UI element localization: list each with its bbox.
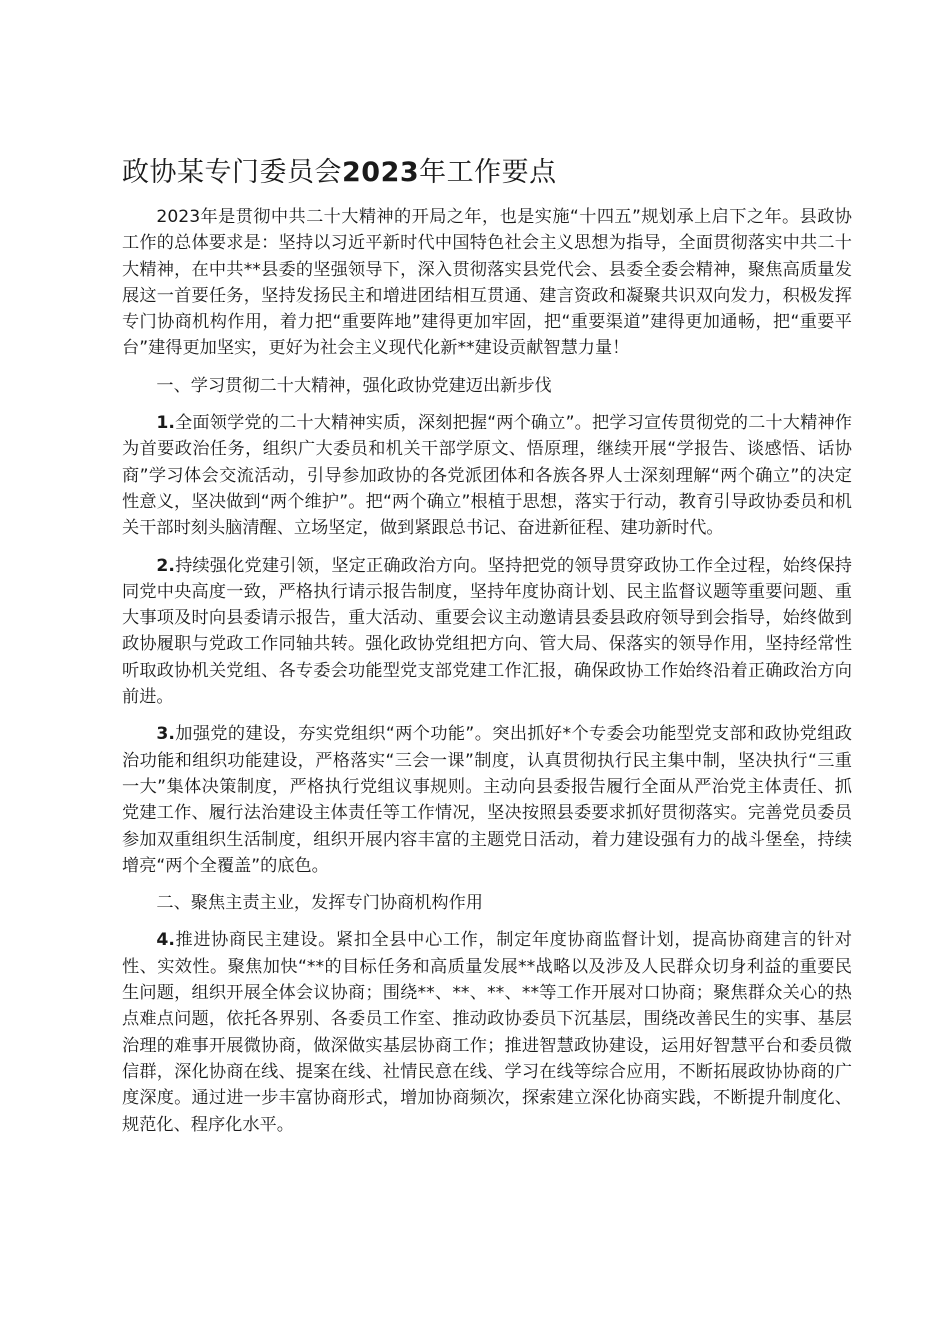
document-title	[122, 150, 852, 196]
title-text-part1: 政协某专门委员会	[122, 157, 342, 188]
document-page	[122, 150, 852, 1149]
item-number-1: 1.	[156, 413, 175, 434]
section-heading-2: 二、聚焦主责主业，发挥专门协商机构作用	[156, 893, 483, 914]
item-lead-1: 全面领学党的二十大精神实质，深刻把握“两个确立”。	[174, 413, 593, 434]
item-text-3: 突出抓好*个专委会功能型党支部和政协党组政治功能和组织功能建设，严格落实“三会一课”制度，认真贯彻执行民主集中制，坚决执行“三重一大”集体决策制度，严格执行党组议事规则。主动向县委报告履行全面从严治党主体责任、抓党建工作、履行法治建设主体责任等工作情况，坚决按照县委要求抓好贯彻落实。完善党员委员参加双重组织生活制度，组织开展内容丰富的主题党日活动，着力建设强有力的战斗堡垒，持续增亮“两个全覆盖”的底色。	[122, 724, 852, 876]
item-paragraph-2	[122, 553, 852, 711]
item-lead-2: 持续强化党建引领，坚定正确政治方向。	[174, 555, 488, 576]
title-text-part2: 年工作要点	[419, 157, 557, 188]
item-lead-4: 推进协商民主建设。	[174, 930, 336, 951]
intro-paragraph: 2023年是贯彻中共二十大精神的开局之年，也是实施“十四五”规划承上启下之年。县政协工作的总体要求是：坚持以习近平新时代中国特色社会主义思想为指导，全面贯彻落实中共二十大精神，在中共**县委的坚强领导下，深入贯彻落实县党代会、县委全委会精神，聚焦高质量发展这一首要任务，坚持发扬民主和增进团结相互贯通、建言资政和凝聚共识双向发力，积极发挥专门协商机构作用，着力把“重要阵地”建得更加牢固，把“重要渠道”建得更加通畅，把“重要平台”建得更加坚实，更好为社会主义现代化新**建设贡献智慧力量！	[122, 207, 852, 359]
item-number-4: 4.	[156, 930, 175, 951]
item-text-1: 把学习宣传贯彻党的二十大精神作为首要政治任务，组织广大委员和机关干部学原文、悟原理，继续开展“学报告、谈感悟、话协商”学习体会交流活动，引导参加政协的各党派团体和各族各界人士深刻理解“两个确立”的决定性意义，坚决做到“两个维护”。把“两个确立”根植于思想，落实于行动，教育引导政协委员和机关干部时刻头脑清醒、立场坚定，做到紧跟总书记、奋进新征程、建功新时代。	[122, 413, 852, 539]
title-year: 2023	[342, 157, 420, 188]
item-number-3: 3.	[156, 724, 175, 745]
item-lead-3: 加强党的建设，夯实党组织“两个功能”。	[174, 724, 493, 745]
section-heading-1: 一、学习贯彻二十大精神，强化政协党建迈出新步伐	[156, 375, 552, 396]
item-text-2: 坚持把党的领导贯穿政协工作全过程，始终保持同党中央高度一致，严格执行请示报告制度，坚持年度协商计划、民主监督议题等重要问题、重大事项及时向县委请示报告，重大活动、重要会议主动邀请县委县政府领导到会指导，始终做到政协履职与党政工作同轴共转。强化政协党组把方向、管大局、保落实的领导作用，坚持经常性听取政协机关党组、各专委会功能型党支部党建工作汇报，确保政协工作始终沿着正确政治方向前进。	[122, 555, 852, 708]
item-number-2: 2.	[156, 555, 175, 576]
item-paragraph-3	[122, 721, 852, 879]
item-text-4: 紧扣全县中心工作，制定年度协商监督计划，提高协商建言的针对性、实效性。聚焦加快“**的目标任务和高质量发展**战略以及涉及人民群众切身利益的重要民生问题，组织开展全体会议协商；围绕**、**、**、**等工作开展对口协商；聚焦群众关心的热点难点问题，依托各界别、各委员工作室、推动政协委员下沉基层，围绕改善民生的实事、基层治理的难事开展微协商，做深做实基层协商工作；推进智慧政协建设，运用好智慧平台和委员微信群，深化协商在线、提案在线、社情民意在线、学习在线等综合应用，不断拓展政协协商的广度深度。通过进一步丰富协商形式，增加协商频次，探索建立深化协商实践，不断提升制度化、规范化、程序化水平。	[122, 930, 852, 1135]
item-paragraph-4	[122, 927, 852, 1137]
item-paragraph-1	[122, 410, 852, 541]
